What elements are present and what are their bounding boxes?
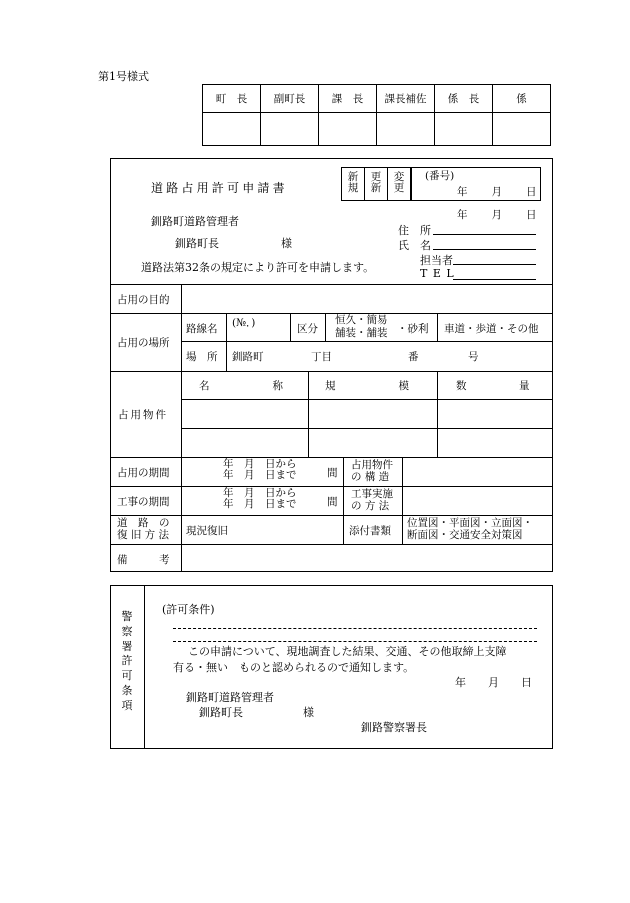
police-date: 年 月 日 xyxy=(455,676,532,689)
application-date: 年 月 日 xyxy=(457,209,538,221)
structure-label: 占用物件 の 構 造 xyxy=(351,459,393,483)
objects-col-spec: 規 模 xyxy=(325,380,409,392)
type-renewal[interactable]: 更 新 xyxy=(370,171,382,194)
stamp-box[interactable] xyxy=(435,113,493,146)
occupy-period-range[interactable]: 年 月 日から 年 月 日まで xyxy=(223,458,297,481)
occupy-period-kan: 間 xyxy=(327,467,338,479)
police-addressee-honorific: 様 xyxy=(303,706,314,719)
place-label: 場 所 xyxy=(186,351,218,363)
work-period-label: 工事の期間 xyxy=(117,496,170,508)
addressee-line2: 釧路町長 xyxy=(175,237,219,250)
name-label: 氏 名 xyxy=(398,239,431,252)
location-label: 占用の場所 xyxy=(117,337,170,349)
attachments-value: 位置図・平面図・立面図・ 断面図・交通安全対策図 xyxy=(407,517,533,541)
stamp-box[interactable] xyxy=(319,113,377,146)
type-new[interactable]: 新 規 xyxy=(347,171,359,194)
address-label: 住 所 xyxy=(398,224,431,237)
addressee-honorific: 様 xyxy=(281,237,292,250)
town-name: 釧路町 xyxy=(232,351,264,363)
stamp-box[interactable] xyxy=(377,113,435,146)
work-method-label: 工事実施 の 方 法 xyxy=(351,488,393,512)
purpose-field[interactable] xyxy=(186,292,550,310)
tel-field[interactable] xyxy=(453,279,536,280)
address-field[interactable] xyxy=(433,234,536,235)
name-field[interactable] xyxy=(433,249,536,250)
route-name-label: 路線名 xyxy=(186,323,218,335)
remarks-field[interactable] xyxy=(186,548,550,570)
form-number: 第1号様式 xyxy=(98,70,149,83)
conditions-line[interactable] xyxy=(173,628,537,629)
stamp-header-mayor: 町 長 xyxy=(203,85,261,113)
addressee-line1: 釧路町道路管理者 xyxy=(151,215,239,228)
restore-method-value: 現況復旧 xyxy=(186,525,228,537)
restore-method-label: 道 路 の 復 旧 方 法 xyxy=(117,517,170,541)
type-change[interactable]: 変 更 xyxy=(393,171,405,194)
number-label: (番号) xyxy=(425,170,455,182)
notice-line1: この申請について、現地調査した結果、交通、その他取締上支障 xyxy=(188,645,507,658)
police-addressee-line1: 釧路町道路管理者 xyxy=(186,691,274,704)
conditions-label: (許可条件) xyxy=(162,603,215,616)
objects-label: 占用物件 xyxy=(118,409,168,421)
police-side-label: 警 察 署 許 可 条 項 xyxy=(121,610,133,712)
stamp-box[interactable] xyxy=(203,113,261,146)
approval-stamp-table xyxy=(202,84,551,146)
conditions-line[interactable] xyxy=(173,641,537,642)
category-label: 区分 xyxy=(297,323,318,335)
application-form xyxy=(110,158,553,572)
number-date: 年 月 日 xyxy=(457,186,538,198)
stamp-header-section-chief: 課 長 xyxy=(319,85,377,113)
statement: 道路法第32条の規定により許可を申請します。 xyxy=(141,261,375,274)
purpose-label: 占用の目的 xyxy=(117,294,170,306)
stamp-header-staff: 係 xyxy=(493,85,551,113)
road-type-options[interactable]: 車道・歩道・その他 xyxy=(444,323,539,335)
work-period-kan: 間 xyxy=(327,496,338,508)
objects-col-qty: 数 量 xyxy=(456,380,530,392)
person-in-charge-field[interactable] xyxy=(453,264,536,265)
stamp-header-assistant-chief: 課長補佐 xyxy=(377,85,435,113)
person-in-charge-label: 担当者 xyxy=(420,254,453,267)
go-label: 号 xyxy=(468,351,479,363)
attachments-label: 添付書類 xyxy=(349,525,391,537)
pavement-options[interactable]: 恒久・簡易 舗装・舗装 xyxy=(335,314,388,339)
gravel-option[interactable]: ・砂利 xyxy=(397,323,429,335)
tel-label: T E L xyxy=(420,267,455,280)
chome-label: 丁目 xyxy=(311,351,332,363)
stamp-header-deputy-mayor: 副町長 xyxy=(261,85,319,113)
work-period-range[interactable]: 年 月 日から 年 月 日まで xyxy=(223,487,297,510)
police-sender: 釧路警察署長 xyxy=(361,721,427,734)
route-number-mark: (№．) xyxy=(232,317,256,329)
stamp-box[interactable] xyxy=(493,113,551,146)
remarks-label: 備 考 xyxy=(117,554,170,566)
stamp-box[interactable] xyxy=(261,113,319,146)
banchi-label: 番 xyxy=(408,351,419,363)
stamp-header-subsection-chief: 係 長 xyxy=(435,85,493,113)
police-addressee-line2: 釧路町長 xyxy=(199,706,243,719)
police-conditions-box xyxy=(110,585,553,749)
objects-col-name: 名 称 xyxy=(199,380,283,392)
occupy-period-label: 占用の期間 xyxy=(117,467,170,479)
form-title: 道路占用許可申請書 xyxy=(151,181,288,195)
notice-line2: 有る・無い ものと認められるので通知します。 xyxy=(173,661,415,674)
